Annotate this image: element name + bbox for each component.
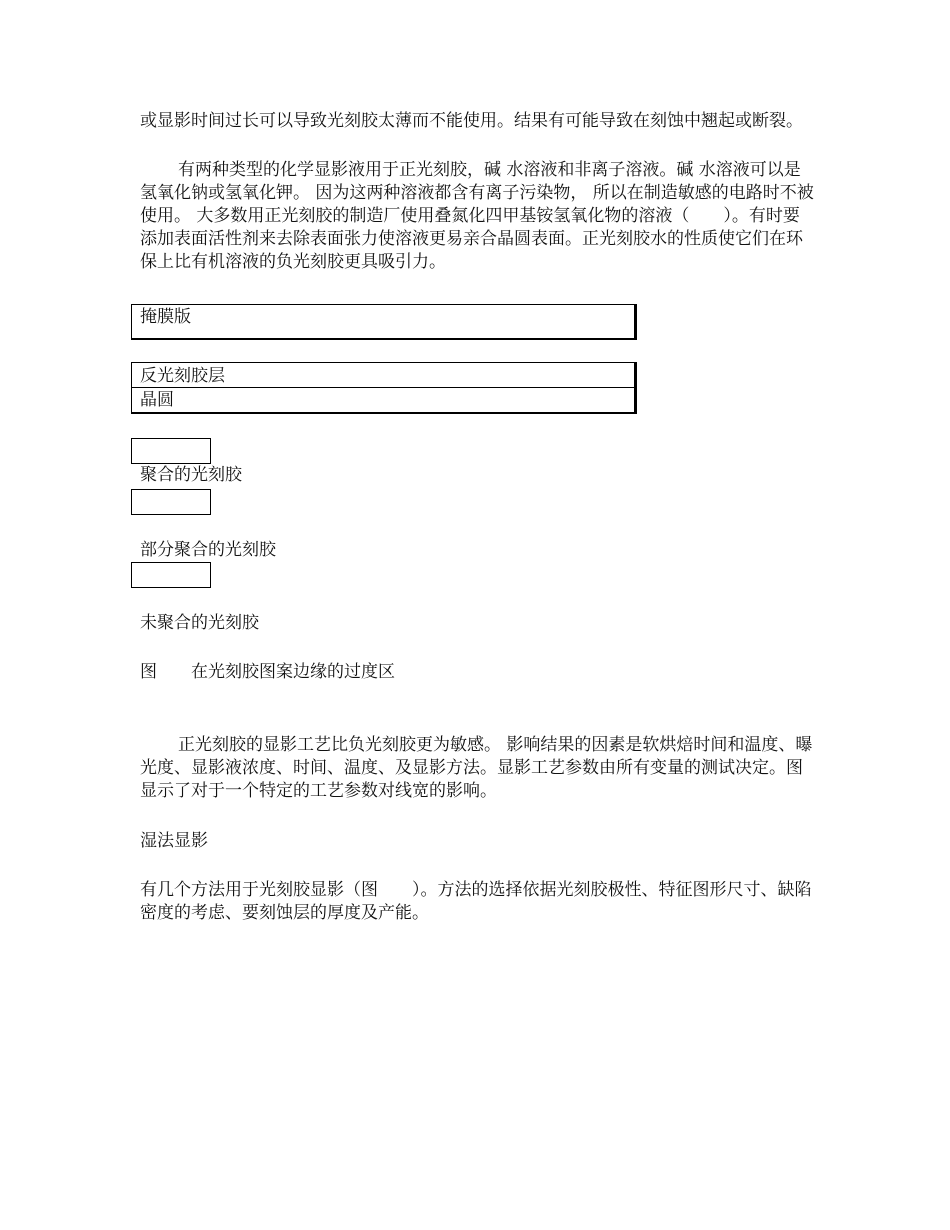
paragraph-developer-types: 有两种类型的化学显影液用于正光刻胶，碱 水溶液和非离子溶液。碱 水溶液可以是氢氧化钠或氢氧化钾。 因为这两种溶液都含有离子污染物， 所以在制造敏感的电路时不被使用。 大多数用正光刻胶的制造厂使用叠氮化四甲基铵氢氧化物的溶液（ ）。有时要添加表面活性剂来去除表面张力使溶液更易亲合晶圆表面。正光刻胶水的性质使它们在环保上比有机溶液的负光刻胶更具吸引力。 — [140, 160, 814, 272]
section-heading-wet-development: 湿法显影 — [140, 831, 208, 851]
resist-layer-label: 反光刻胶层 — [140, 366, 225, 386]
paragraph-positive-resist-sensitivity: 正光刻胶的显影工艺比负光刻胶更为敏感。 影响结果的因素是软烘焙时间和温度、曝光度、显影液浓度、时间、温度、及显影方法。显影工艺参数由所有变量的测试决定。图 显示了对于一个特定的工艺参数对线宽的影响。 — [140, 735, 837, 801]
figure-caption: 图 在光刻胶图案边缘的过度区 — [140, 662, 395, 682]
wafer-label: 晶圆 — [140, 390, 174, 410]
mask-label: 掩膜版 — [140, 307, 191, 327]
partially-polymerized-label: 部分聚合的光刻胶 — [140, 540, 276, 560]
layer-divider — [132, 387, 634, 388]
partially-polymerized-legend-swatch — [131, 489, 211, 515]
unpolymerized-legend-swatch — [131, 562, 211, 588]
polymerized-label: 聚合的光刻胶 — [140, 465, 242, 485]
polymerized-legend-swatch — [131, 438, 211, 464]
unpolymerized-label: 未聚合的光刻胶 — [140, 613, 259, 633]
paragraph-development-time: 或显影时间过长可以导致光刻胶太薄而不能使用。结果有可能导致在刻蚀中翘起或断裂。 — [140, 111, 803, 131]
paragraph-development-methods: 有几个方法用于光刻胶显影（图 ）。方法的选择依据光刻胶极性、特征图形尺寸、缺陷密度的考虑、要刻蚀层的厚度及产能。 — [140, 880, 812, 923]
mask-box — [131, 304, 637, 340]
